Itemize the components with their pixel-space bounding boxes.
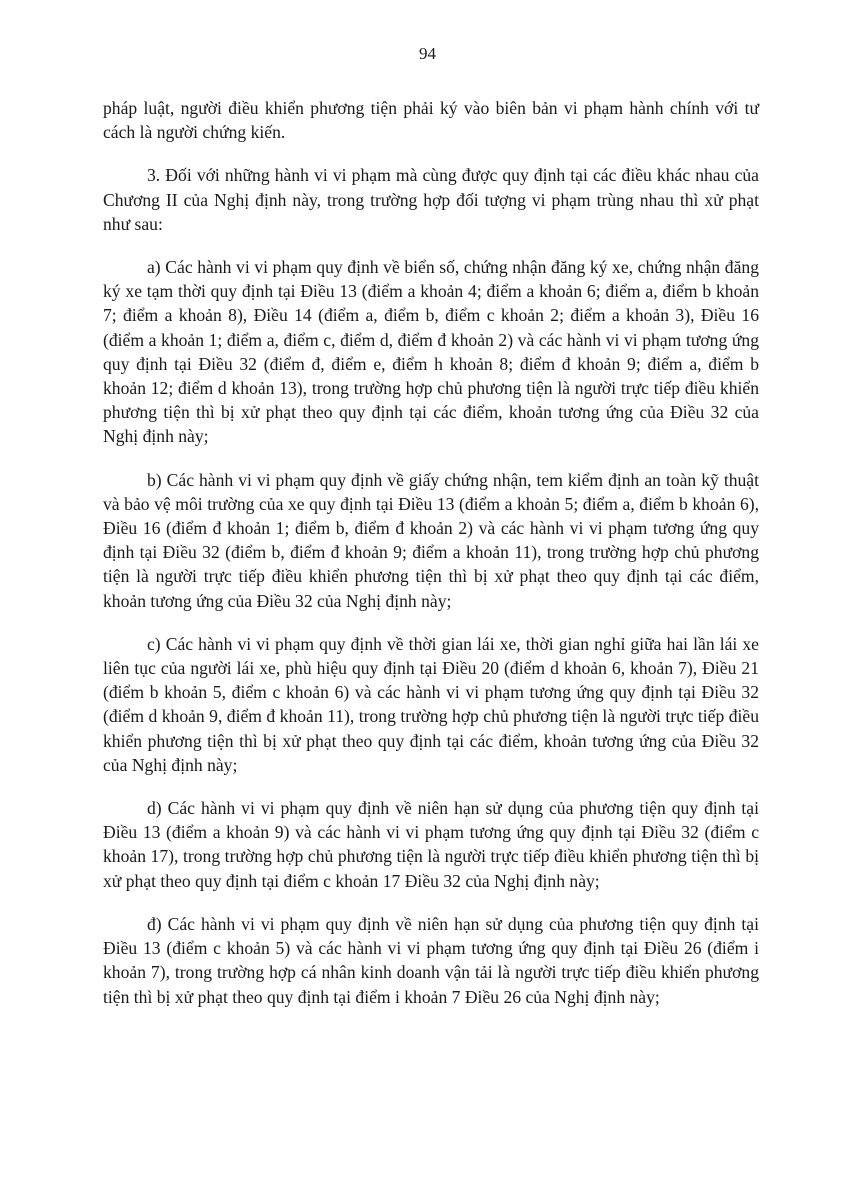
paragraph-point-b: b) Các hành vi vi phạm quy định về giấy chứng nhận, tem kiểm định an toàn kỹ thuật và bảo vệ môi trường của xe quy định tại Điều 13 (điểm a khoản 5; điểm a, điểm b khoản 6), Điều 16 (điểm đ khoản 1; điểm b, điểm đ khoản 2) và các hành vi vi phạm tương ứng quy định tại Điều 32 (điểm b, điểm đ khoản 9; điểm a khoản 11), trong trường hợp chủ phương tiện là người trực tiếp điều khiển phương tiện thì bị xử phạt theo quy định tại các điểm, khoản tương ứng của Điều 32 của Nghị định này;: [103, 469, 759, 611]
paragraph-point-d: d) Các hành vi vi phạm quy định về niên hạn sử dụng của phương tiện quy định tại Điều 13 (điểm a khoản 9) và các hành vi vi phạm tương ứng quy định tại Điều 32 (điểm c khoản 17), trong trường hợp chủ phương tiện là người trực tiếp điều khiển phương tiện thì bị xử phạt theo quy định tại điểm c khoản 17 Điều 32 của Nghị định này;: [103, 798, 759, 891]
paragraph-point-c: c) Các hành vi vi phạm quy định về thời gian lái xe, thời gian nghỉ giữa hai lần lái xe liên tục của người lái xe, phù hiệu quy định tại Điều 20 (điểm d khoản 6, khoản 7), Điều 21 (điểm b khoản 5, điểm c khoản 6) và các hành vi vi phạm tương ứng quy định tại Điều 32 (điểm d khoản 9, điểm đ khoản 11), trong trường hợp chủ phương tiện là người trực tiếp điều khiển phương tiện thì bị xử phạt theo quy định tại các điểm, khoản tương ứng của Điều 32 của Nghị định này;: [103, 633, 759, 775]
paragraph-continuation: pháp luật, người điều khiển phương tiện phải ký vào biên bản vi phạm hành chính với tư cách là người chứng kiến.: [103, 98, 759, 143]
paragraph-clause-3: 3. Đối với những hành vi vi phạm mà cùng được quy định tại các điều khác nhau của Chương II của Nghị định này, trong trường hợp đối tượng vi phạm trùng nhau thì xử phạt như sau:: [103, 165, 759, 234]
page-number: 94: [419, 44, 436, 63]
paragraph-point-a: a) Các hành vi vi phạm quy định về biển số, chứng nhận đăng ký xe, chứng nhận đăng ký xe tạm thời quy định tại Điều 13 (điểm a khoản 4; điểm a khoản 6; điểm a, điểm b khoản 7; điểm a khoản 8), Điều 14 (điểm a, điểm b, điểm c khoản 2; điểm a khoản 3), Điều 16 (điểm a khoản 1; điểm a, điểm c, điểm d, điểm đ khoản 2) và các hành vi vi phạm tương ứng quy định tại Điều 32 (điểm đ, điểm e, điểm h khoản 8; điểm đ khoản 9; điểm a, điểm b khoản 12; điểm d khoản 13), trong trường hợp chủ phương tiện là người trực tiếp điều khiển phương tiện thì bị xử phạt theo quy định tại các điểm, khoản tương ứng của Điều 32 của Nghị định này;: [103, 257, 759, 447]
document-body: [103, 96, 759, 1028]
paragraph-point-dd: đ) Các hành vi vi phạm quy định về niên hạn sử dụng của phương tiện quy định tại Điều 13 (điểm c khoản 5) và các hành vi vi phạm tương ứng quy định tại Điều 26 (điểm i khoản 7), trong trường hợp cá nhân kinh doanh vận tải là người trực tiếp điều khiển phương tiện thì bị xử phạt theo quy định tại điểm i khoản 7 Điều 26 của Nghị định này;: [103, 913, 759, 1007]
